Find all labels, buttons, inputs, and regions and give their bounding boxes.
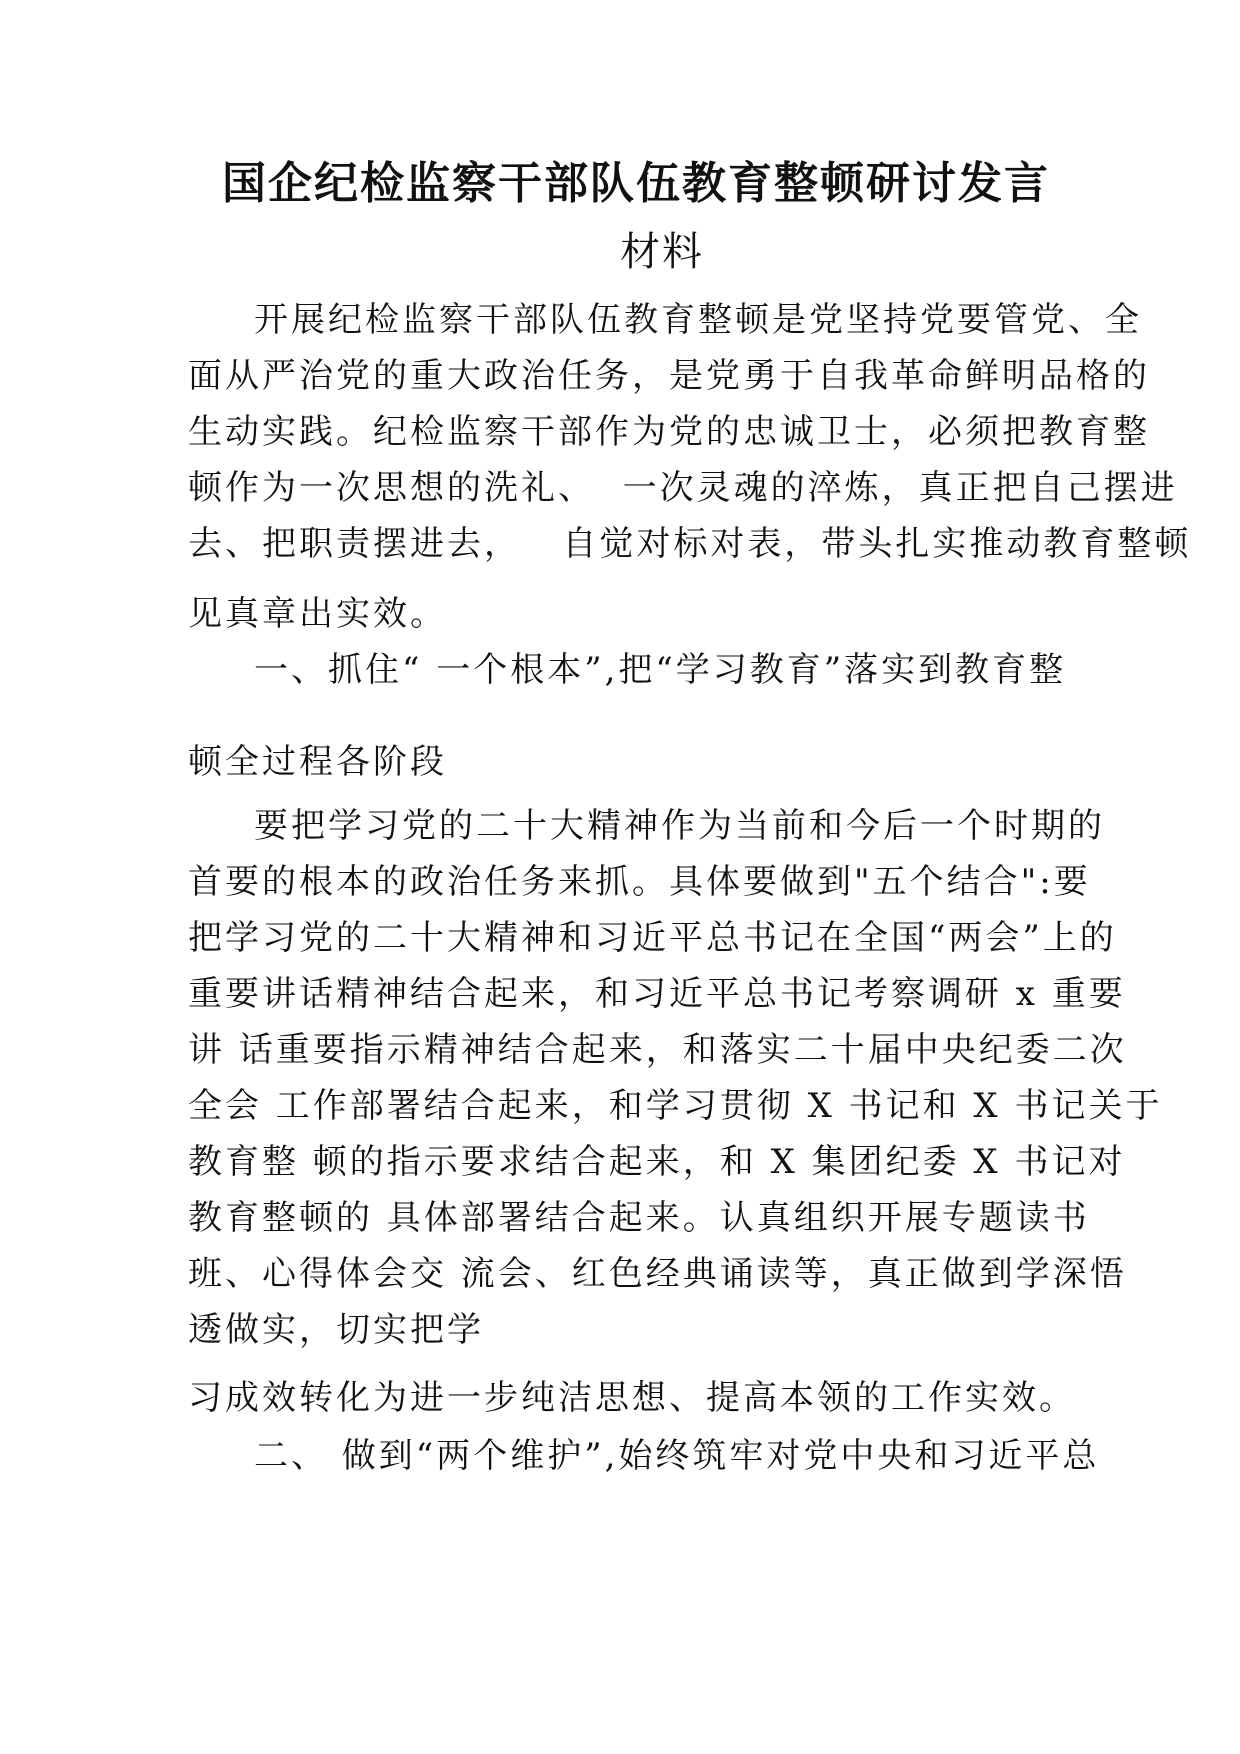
body-line-16: 透做实，切实把学 (188, 1310, 484, 1350)
body-line-5: 去、把职责摆进去， 自觉对标对表，带头扎实推动教育整顿 (188, 524, 1192, 564)
body-line-10: 重要讲话精神结合起来，和习近平总书记考察调研 x 重要 (188, 974, 1126, 1014)
body-line-7: 要把学习党的二十大精神作为当前和今后一个时期的 (254, 806, 1105, 846)
body-line-14: 教育整顿的 具体部署结合起来。认真组织开展专题读书 (188, 1198, 1090, 1238)
section-heading-1: 一、抓住“ 一个根本”,把“学习教育”落实到教育整 (254, 650, 1067, 690)
body-line-12: 全会 工作部署结合起来，和学习贯彻 X 书记和 X 书记关于 (188, 1086, 1163, 1126)
body-line-2: 面从严治党的重大政治任务，是党勇于自我革命鲜明品格的 (188, 356, 1150, 396)
body-line-1: 开展纪检监察干部队伍教育整顿是党坚持党要管党、全 (254, 300, 1142, 340)
document-title: 国企纪检监察干部队伍教育整顿研讨发言 (222, 158, 1050, 209)
body-line-8: 首要的根本的政治任务来抓。具体要做到"五个结合":要 (188, 862, 1091, 902)
body-line-11: 讲 话重要指示精神结合起来，和落实二十届中央纪委二次 (188, 1030, 1127, 1070)
body-line-6: 见真章出实效。 (188, 594, 447, 634)
body-line-4: 顿作为一次思想的洗礼、 一次灵魂的淬炼，真正把自己摆进 (188, 468, 1178, 508)
body-line-15: 班、心得体会交 流会、红色经典诵读等，真正做到学深悟 (188, 1254, 1127, 1294)
body-line-17: 习成效转化为进一步纯洁思想、提高本领的工作实效。 (188, 1378, 1076, 1418)
body-line-13: 教育整 顿的指示要求结合起来，和 X 集团纪委 X 书记对 (188, 1142, 1126, 1182)
document-subtitle: 材料 (620, 229, 704, 275)
body-line-9: 把学习党的二十大精神和习近平总书记在全国“两会”上的 (188, 918, 1117, 958)
section-heading-1-cont: 顿全过程各阶段 (188, 742, 447, 782)
body-line-3: 生动实践。纪检监察干部作为党的忠诚卫士，必须把教育整 (188, 412, 1150, 452)
section-heading-2: 二、 做到“两个维护”,始终筑牢对党中央和习近平总 (254, 1436, 1100, 1476)
